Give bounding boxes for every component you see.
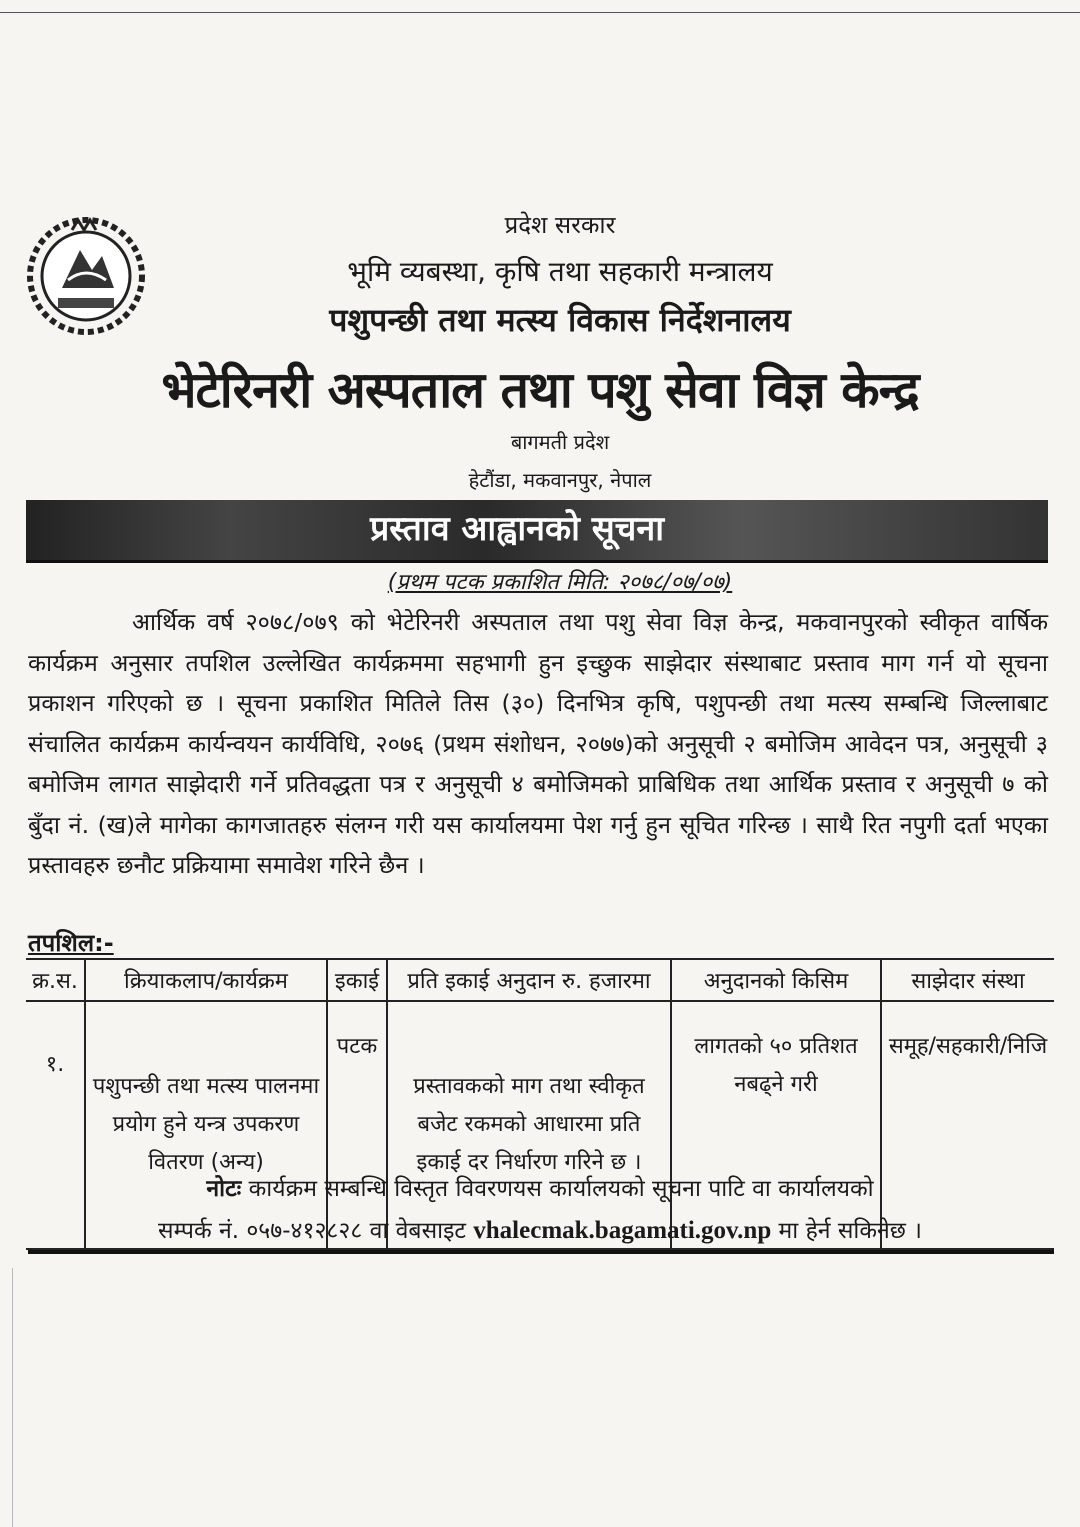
- cell-grant-type: लागतको ५० प्रतिशत नबढ्ने गरी: [671, 1001, 881, 1249]
- col-header-grant-type: अनुदानको किसिम: [671, 959, 881, 1001]
- schedule-label: तपशिल:-: [28, 929, 114, 957]
- col-header-activity: क्रियाकलाप/कार्यक्रम: [85, 959, 327, 1001]
- notice-body: आर्थिक वर्ष २०७८/०७९ को भेटेरिनरी अस्पताल तथा पशु सेवा विज्ञ केन्द्र, मकवानपुरको स्वीकृत वार्षिक कार्यक्रम अनुसार तपशिल उल्लेखित कार्यक्रममा सहभागी हुन इच्छुक साझेदार संस्थाबाट प्रस्ताव माग गर्न यो सूचना प्रकाशन गरिएको छ । सूचना प्रकाशित मितिले तिस (३०) दिनभित्र कृषि, पशुपन्छी तथा मत्स्य सम्बन्धि जिल्लाबाट संचालित कार्यक्रम कार्यन्वयन कार्यविधि, २०७६ (प्रथम संशोधन, २०७७)को अनुसूची २ बमोजिम आवेदन पत्र, अनुसूची ३ बमोजिम लागत साझेदारी गर्ने प्रतिवद्धता पत्र र अनुसूची ४ बमोजिमको प्राबिधिक तथा आर्थिक प्रस्ताव र अनुसूची ७ को बुँदा नं. (ख)ले मागेका कागजातहरु संलग्न गरी यस कार्यालयमा पेश गर्नु हुन सूचित गरिन्छ । साथै रित नपुगी दर्ता भएका प्रस्तावहरु छनौट प्रक्रियामा समावेश गरिने छैन ।: [28, 608, 1048, 879]
- header-directorate: पशुपन्छी तथा मत्स्य विकास निर्देशनालय: [329, 301, 791, 339]
- notice-banner: [26, 500, 1048, 563]
- cell-activity: पशुपन्छी तथा मत्स्य पालनमा प्रयोग हुने यन्त्र उपकरण वितरण (अन्य): [85, 1001, 327, 1249]
- page-edge: [0, 1268, 13, 1527]
- note-label: नोटः: [206, 1176, 242, 1202]
- col-header-sn: क्र.स.: [26, 959, 85, 1001]
- note-text-2-end: मा हेर्न सकिनेछ ।: [778, 1218, 922, 1244]
- cell-grant-per-unit: प्रस्तावकको माग तथा स्वीकृत बजेट रकमको आधारमा प्रति इकाई दर निर्धारण गरिने छ ।: [387, 1001, 671, 1249]
- header-province-govt: प्रदेश सरकार: [504, 211, 616, 239]
- notice-title: प्रस्ताव आह्वानको सूचना: [369, 509, 665, 549]
- note-text-1: कार्यक्रम सम्बन्धि विस्तृत विवरणयस कार्यालयको सूचना पाटि वा कार्यालयको: [248, 1176, 874, 1202]
- cell-partner: समूह/सहकारी/निजि: [881, 1001, 1054, 1249]
- col-header-grant-per-unit: प्रति इकाई अनुदान रु. हजारमा: [387, 959, 671, 1001]
- table-header-row: [26, 959, 1054, 1001]
- publication-date-text: (प्रथम पटक प्रकाशित मिति: २०७८/०७/०७): [387, 570, 733, 595]
- publication-date: [0, 566, 1080, 596]
- note-section: [0, 1168, 1080, 1252]
- note-line-1: [0, 1168, 1080, 1210]
- cell-sn: १.: [26, 1001, 85, 1249]
- bottom-rule: [28, 1250, 1054, 1254]
- header-province: बागमती प्रदेश: [510, 430, 610, 454]
- col-header-unit: इकाई: [327, 959, 387, 1001]
- col-header-partner: साझेदार संस्था: [881, 959, 1054, 1001]
- website-link[interactable]: vhalecmak.bagamati.gov.np: [473, 1217, 772, 1244]
- note-line-2: [0, 1210, 1080, 1252]
- header-office-title: भेटेरिनरी अस्पताल तथा पशु सेवा विज्ञ केन्द्र: [161, 361, 919, 419]
- header-ministry: भूमि व्यबस्था, कृषि तथा सहकारी मन्त्रालय: [347, 255, 773, 288]
- top-rule: [0, 12, 1080, 13]
- cell-unit: पटक: [327, 1001, 387, 1249]
- note-contact: सम्पर्क नं. ०५७-४१२८२८ वा वेबसाइट: [158, 1218, 466, 1244]
- header-address: हेटौंडा, मकवानपुर, नेपाल: [468, 468, 652, 492]
